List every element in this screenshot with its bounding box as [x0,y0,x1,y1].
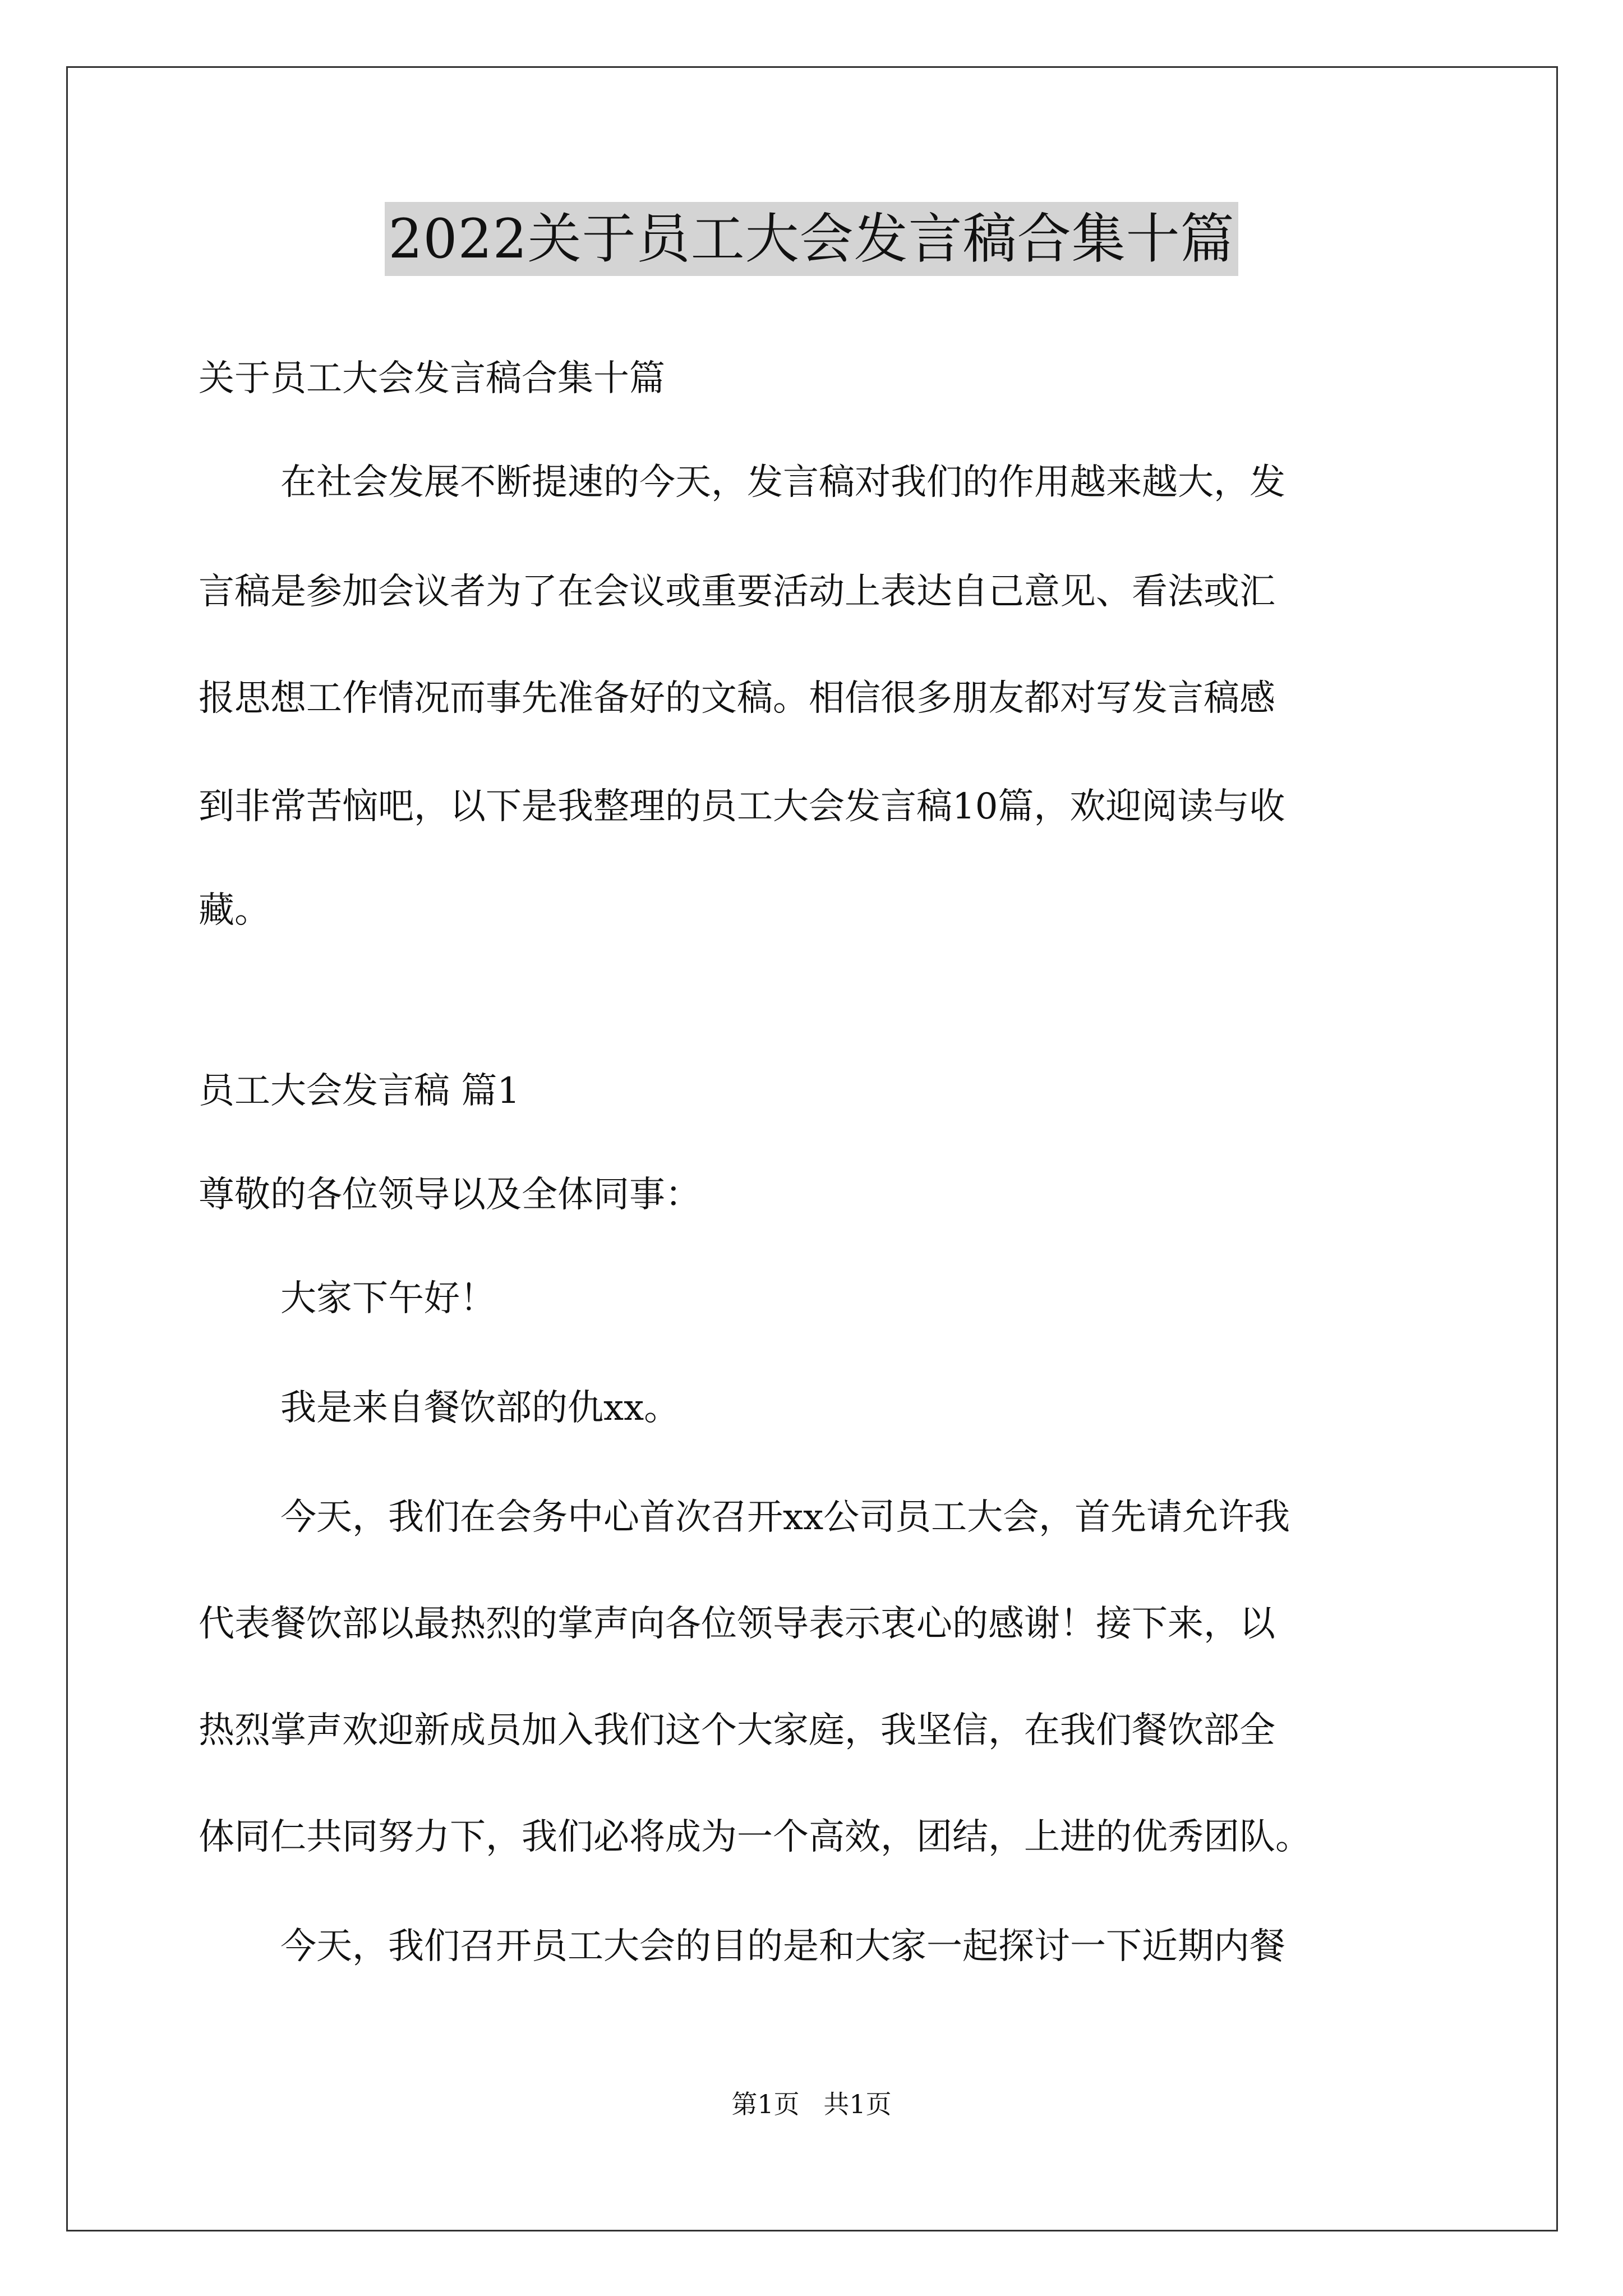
greeting: 大家下午好！ [280,1278,496,1319]
section-heading: 员工大会发言稿 篇1 [199,1070,520,1112]
salutation: 尊敬的各位领导以及全体同事： [199,1174,701,1216]
self-intro: 我是来自餐饮部的仇xx。 [280,1387,680,1429]
intro-line: 到非常苦恼吧，以下是我整理的员工大会发言稿10篇，欢迎阅读与收 [199,786,1285,827]
page-total: 共1页 [823,2089,892,2119]
intro-line: 报思想工作情况而事先准备好的文稿。相信很多朋友都对写发言稿感 [199,678,1275,719]
paragraph-line: 体同仁共同努力下，我们必将成为一个高效，团结，上进的优秀团队。 [199,1816,1311,1858]
document-title: 2022关于员工大会发言稿合集十篇 [385,202,1238,276]
intro-line: 言稿是参加会议者为了在会议或重要活动上表达自己意见、看法或汇 [199,571,1275,613]
paragraph-line: 今天，我们召开员工大会的目的是和大家一起探讨一下近期内餐 [280,1926,1285,1967]
intro-line: 在社会发展不断提速的今天，发言稿对我们的作用越来越大，发 [280,462,1285,503]
page-number: 第1页 [731,2089,800,2119]
intro-line: 藏。 [199,890,270,931]
page-footer [0,2084,1623,2121]
paragraph-line: 今天，我们在会务中心首次召开xx公司员工大会，首先请允许我 [280,1497,1290,1538]
document-subtitle: 关于员工大会发言稿合集十篇 [199,358,665,399]
title-block [0,202,1623,276]
paragraph-line: 热烈掌声欢迎新成员加入我们这个大家庭，我坚信，在我们餐饮部全 [199,1710,1275,1751]
paragraph-line: 代表餐饮部以最热烈的掌声向各位领导表示衷心的感谢！接下来，以 [199,1603,1275,1645]
